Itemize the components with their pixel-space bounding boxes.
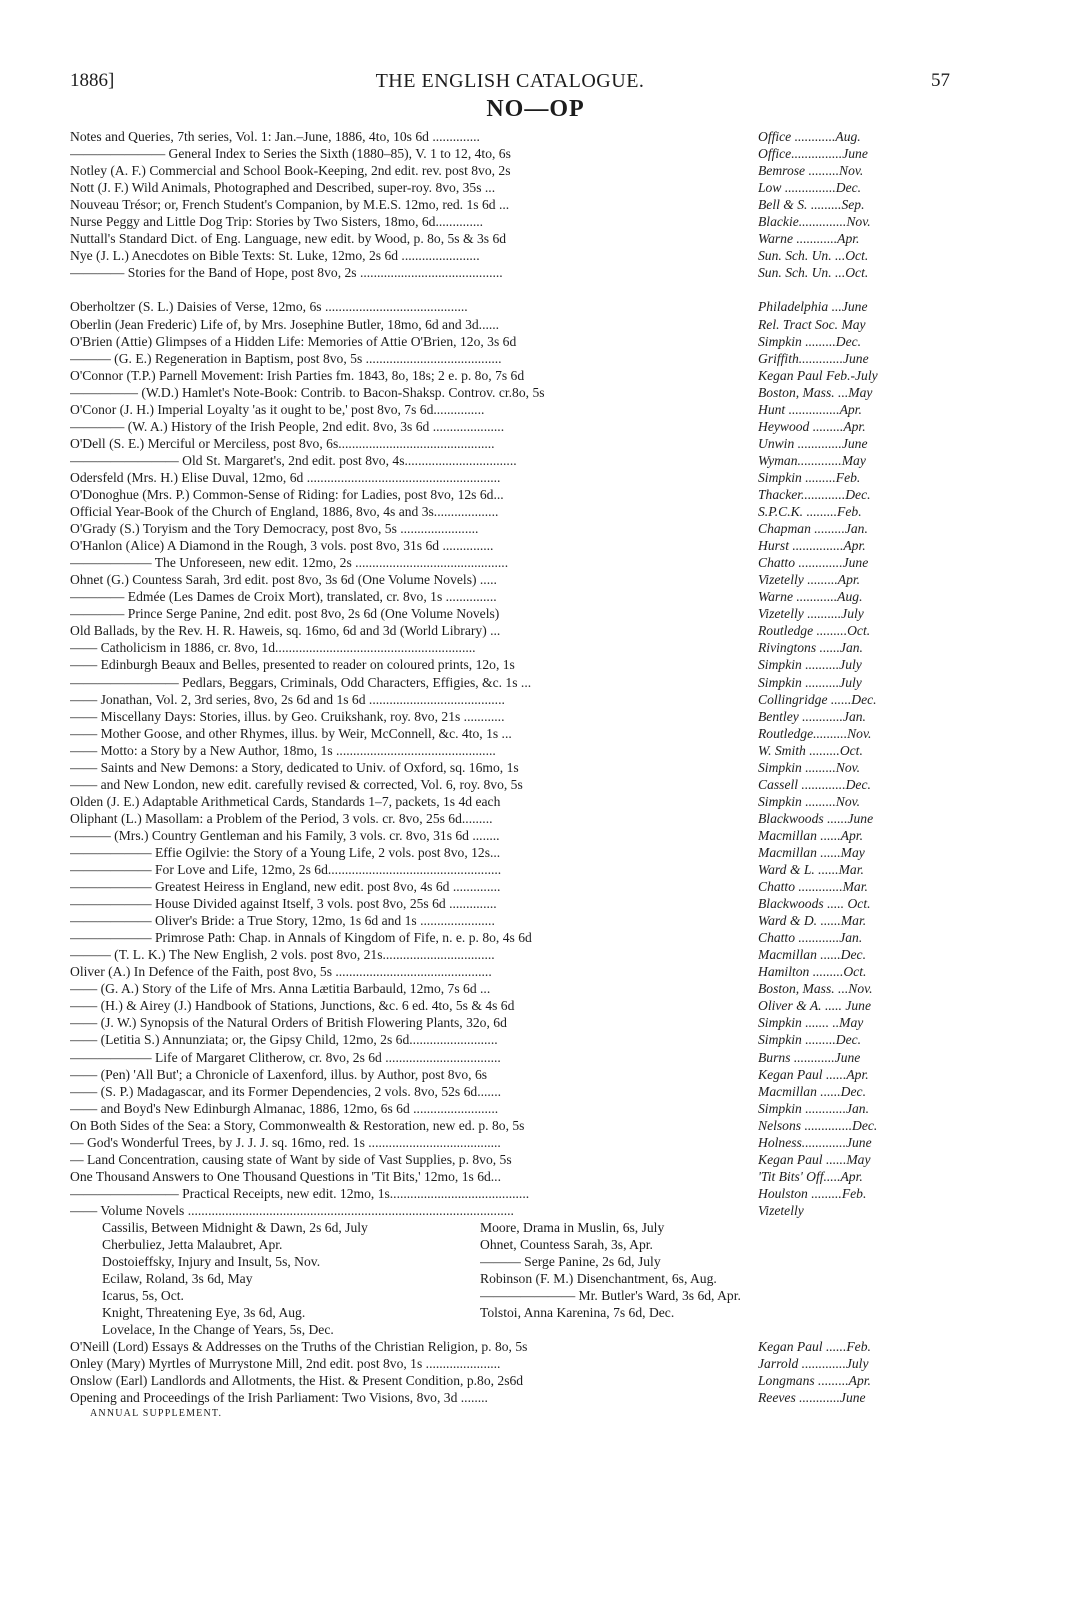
entry-description: ———————— Pedlars, Beggars, Criminals, Odd Characters, Effigies, &c. 1s ... [70,674,532,690]
volume-novel-left: Ecilaw, Roland, 3s 6d, May [102,1271,253,1287]
catalogue-entry [70,878,955,895]
entry-description: —— Catholicism in 1886, cr. 8vo, 1d........................................................... [70,640,476,656]
entry-description: ———————— Old St. Margaret's, 2nd edit. post 8vo, 4s................................. [70,452,517,468]
entry-publisher: Kegan Paul ......May [758,1151,871,1167]
entry-publisher: Chatto .............Mar. [758,879,868,895]
catalogue-entry [70,742,955,759]
entry-description: One Thousand Answers to One Thousand Questions in 'Tit Bits,' 12mo, 1s 6d... [70,1168,501,1184]
entry-description: —— Mother Goose, and other Rhymes, illus. by Weir, McConnell, &c. 4to, 1s ... [70,725,512,741]
entry-description: Nott (J. F.) Wild Animals, Photographed and Described, super-roy. 8vo, 35s ... [70,180,496,196]
volume-novel-right [480,1321,955,1338]
entry-publisher: Macmillan ......Dec. [758,1083,866,1099]
catalogue-entry [70,571,955,588]
entry-description: O'Dell (S. E.) Merciful or Merciless, post 8vo, 6s.............................................. [70,435,495,451]
entry-description: —————— House Divided against Itself, 3 vols. post 8vo, 25s 6d .............. [70,896,497,912]
catalogue-entry [70,316,955,333]
entry-publisher: Simpkin ....... ..May [758,1015,864,1031]
entry-publisher: Ward & D. ......Mar. [758,913,867,929]
entry-publisher: Simpkin ............Jan. [758,1100,870,1116]
catalogue-entry [70,401,955,418]
volume-novel-row [70,1304,955,1321]
entry-description: —— Saints and New Demons: a Story, dedicated to Univ. of Oxford, sq. 16mo, 1s [70,759,519,775]
entry-publisher: Blackwoods ......June [758,810,874,826]
catalogue-entry [70,128,955,145]
entry-publisher: Simpkin .........Dec. [758,1032,862,1048]
catalogue-entry [70,469,955,486]
entry-description: O'Hanlon (Alice) A Diamond in the Rough, 3 vols. post 8vo, 31s 6d ............... [70,538,494,554]
entry-description: —— Motto: a Story by a New Author, 18mo, 1s ............................................... [70,742,496,758]
catalogue-entry [70,1117,955,1134]
entry-description: Old Ballads, by the Rev. H. R. Haweis, sq. 16mo, 6d and 3d (World Library) ... [70,623,501,639]
entry-publisher: Simpkin .........Nov. [758,759,861,775]
entry-description: —— (S. P.) Madagascar, and its Former Dependencies, 2 vols. 8vo, 52s 6d....... [70,1083,501,1099]
catalogue-entry [70,605,955,622]
volume-novel-right: Tolstoi, Anna Karenina, 7s 6d, Dec. [480,1305,675,1321]
entry-publisher: Hurst ...............Apr. [758,538,866,554]
entry-description: Nuttall's Standard Dict. of Eng. Language, new edit. by Wood, p. 8o, 5s & 3s 6d [70,231,507,247]
entry-publisher: Warne ............Apr. [758,231,860,247]
entry-description: O'Grady (S.) Toryism and the Tory Democracy, post 8vo, 5s ....................... [70,521,479,537]
catalogue-entry [70,844,955,861]
entry-publisher: Bell & S. .........Sep. [758,197,865,213]
catalogue-entry [70,725,955,742]
volume-novel-right: Ohnet, Countess Sarah, 3s, Apr. [480,1237,653,1253]
catalogue-entry [70,691,955,708]
volume-novel-row [70,1253,955,1270]
catalogue-title: THE ENGLISH CATALOGUE. [375,70,645,92]
entry-description: Oliphant (L.) Masollam: a Problem of the Period, 3 vols. cr. 8vo, 25s 6d......... [70,810,493,826]
entry-description: On Both Sides of the Sea: a Story, Commonwealth & Restoration, new ed. p. 8o, 5s [70,1117,525,1133]
entry-description: ——————— General Index to Series the Sixth (1880–85), V. 1 to 12, 4to, 6s [70,146,511,162]
entry-description: ———— Edmée (Les Dames de Croix Mort), translated, cr. 8vo, 1s ............... [70,589,497,605]
page-number: 57 [931,70,950,91]
entry-publisher: Routledge..........Nov. [758,725,872,741]
entry-publisher: S.P.C.K. .........Feb. [758,504,862,520]
entry-description: O'Neill (Lord) Essays & Addresses on the Truths of the Christian Religion, p. 8o, 5s [70,1339,528,1355]
entry-publisher: Griffith.............June [758,350,869,366]
entry-description: Nurse Peggy and Little Dog Trip: Stories by Two Sisters, 18mo, 6d.............. [70,214,484,230]
catalogue-entry [70,554,955,571]
entry-publisher: Macmillan ......May [758,844,865,860]
catalogue-entry [70,213,955,230]
entry-publisher: Low ...............Dec. [758,180,862,196]
entry-description: —————— The Unforeseen, new edit. 12mo, 2s ............................................. [70,555,509,571]
catalogue-entry [70,162,955,179]
volume-novel-right: ——————— Mr. Butler's Ward, 3s 6d, Apr. [480,1288,741,1304]
catalogue-entry [70,486,955,503]
catalogue-entry [70,1014,955,1031]
entry-description: Olden (J. E.) Adaptable Arithmetical Cards, Standards 1–7, packets, 1s 4d each [70,793,501,809]
entry-publisher: Simpkin ..........July [758,657,862,673]
volume-novel-right: ——— Serge Panine, 2s 6d, July [480,1254,661,1270]
entry-publisher: Ward & L. ......Mar. [758,862,864,878]
catalogue-entry [70,1049,955,1066]
entry-description: —————— Primrose Path: Chap. in Annals of Kingdom of Fife, n. e. p. 8o, 4s 6d [70,930,532,946]
entry-publisher: Vizetelly .........Apr. [758,572,861,588]
entry-publisher: Kegan Paul ......Feb. [758,1339,871,1355]
entry-publisher: Hunt ...............Apr. [758,401,862,417]
entry-publisher: W. Smith .........Oct. [758,742,863,758]
entry-description: — God's Wonderful Trees, by J. J. J. sq. 16mo, red. 1s ....................................... [70,1134,501,1150]
entry-publisher: Sun. Sch. Un. ...Oct. [758,248,869,264]
entry-description: —— Volume Novels ................................................................................................ [70,1202,514,1218]
catalogue-entry [70,1134,955,1151]
entry-publisher: Simpkin .........Feb. [758,469,861,485]
entry-publisher: Macmillan ......Dec. [758,947,866,963]
entry-publisher: Unwin .............June [758,435,868,451]
entry-publisher: Office...............June [758,146,868,162]
catalogue-entry [70,929,955,946]
catalogue-entry [70,674,955,691]
volume-novels-list [70,1219,955,1338]
entry-description: —— (Pen) 'All But'; a Chronicle of Laxenford, illus. by Author, post 8vo, 6s [70,1066,488,1082]
entry-description: O'Brien (Attie) Glimpses of a Hidden Life: Memories of Attie O'Brien, 12o, 3s 6d [70,333,517,349]
entry-publisher: Longmans .........Apr. [758,1373,871,1389]
entry-description: —————— Life of Margaret Clitherow, cr. 8vo, 2s 6d .................................. [70,1049,501,1065]
volume-novel-row [70,1236,955,1253]
entry-publisher: Thacker.............Dec. [758,486,871,502]
entry-description: Notley (A. F.) Commercial and School Book-Keeping, 2nd edit. rev. post 8vo, 2s [70,163,511,179]
entry-description: —— Jonathan, Vol. 2, 3rd series, 8vo, 2s 6d and 1s 6d ........................................ [70,691,505,707]
catalogue-entry [70,1185,955,1202]
entry-description: Onslow (Earl) Landlords and Allotments, the Hist. & Present Condition, p.8o, 2s6d [70,1373,524,1389]
volume-novel-row [70,1270,955,1287]
entry-publisher: Kegan Paul Feb.-July [758,367,878,383]
entry-description: Oberholtzer (S. L.) Daisies of Verse, 12mo, 6s .......................................... [70,299,468,315]
catalogue-entry [70,537,955,554]
entry-publisher: Vizetelly [758,1202,804,1218]
catalogue-entry [70,247,955,264]
entry-description: —— (H.) & Airey (J.) Handbook of Stations, Junctions, &c. 6 ed. 4to, 5s & 4s 6d [70,998,515,1014]
entry-description: Ohnet (G.) Countess Sarah, 3rd edit. post 8vo, 3s 6d (One Volume Novels) ..... [70,572,497,588]
catalogue-entry [70,298,955,315]
entry-description: —— Edinburgh Beaux and Belles, presented to reader on coloured prints, 12o, 1s [70,657,515,673]
catalogue-entry [70,367,955,384]
entry-publisher: Reeves ............June [758,1390,866,1406]
entry-description: —— and New London, new edit. carefully revised & corrected, Vol. 6, roy. 8vo, 5s [70,776,523,792]
catalogue-entry [70,1100,955,1117]
catalogue-entry [70,350,955,367]
catalogue-entry [70,1066,955,1083]
catalogue-entry [70,1168,955,1185]
entry-description: ———— (W. A.) History of the Irish People, 2nd edit. 8vo, 3s 6d ..................... [70,418,505,434]
catalogue-entry [70,1202,955,1219]
entry-publisher: Routledge .........Oct. [758,623,871,639]
entry-publisher: Sun. Sch. Un. ...Oct. [758,265,869,281]
volume-novel-left: Icarus, 5s, Oct. [102,1288,184,1304]
entry-description: —— (G. A.) Story of the Life of Mrs. Anna Lætitia Barbauld, 12mo, 7s 6d ... [70,981,491,997]
entry-publisher: Blackwoods ..... Oct. [758,896,871,912]
catalogue-entry [70,895,955,912]
entry-description: —————— For Love and Life, 12mo, 2s 6d................................................... [70,862,502,878]
catalogue-entry [70,946,955,963]
page-header [70,70,950,96]
catalogue-entry [70,622,955,639]
entry-publisher: Simpkin .........Dec. [758,333,862,349]
entry-description: Opening and Proceedings of the Irish Parliament: Two Visions, 8vo, 3d ........ [70,1390,488,1406]
entry-publisher: Philadelphia ...June [758,299,868,315]
catalogue-entry [70,912,955,929]
entry-publisher: Jarrold .............July [758,1356,869,1372]
catalogue-entry [70,333,955,350]
volume-novel-left: Cassilis, Between Midnight & Dawn, 2s 6d, July [102,1220,368,1235]
entry-description: —— Miscellany Days: Stories, illus. by Geo. Cruikshank, roy. 8vo, 21s ............ [70,708,505,724]
entry-description: ———— Stories for the Band of Hope, post 8vo, 2s .......................................... [70,265,503,281]
entry-publisher: Warne ............Aug. [758,589,863,605]
entry-description: O'Donoghue (Mrs. P.) Common-Sense of Riding: for Ladies, post 8vo, 12s 6d... [70,486,504,502]
volume-novel-right: Moore, Drama in Muslin, 6s, July [480,1220,665,1235]
entry-publisher: Rivingtons ......Jan. [758,640,863,656]
entry-description: O'Connor (T.P.) Parnell Movement: Irish Parties fm. 1843, 8o, 18s; 2 e. p. 8o, 7s 6d [70,367,525,383]
entry-publisher: Cassell .............Dec. [758,776,871,792]
entry-description: —— (J. W.) Synopsis of the Natural Orders of British Flowering Plants, 32o, 6d [70,1015,507,1031]
entry-publisher: Chapman .........Jan. [758,521,868,537]
entry-publisher: Collingridge ......Dec. [758,691,877,707]
entry-description: — Land Concentration, causing state of Want by side of Vast Supplies, p. 8vo, 5s [70,1151,512,1167]
entry-publisher: Office ............Aug. [758,129,861,144]
volume-novel-left: Dostoieffsky, Injury and Insult, 5s, Nov. [102,1254,321,1270]
entry-publisher: Hamilton .........Oct. [758,964,867,980]
entry-publisher: Holness.............June [758,1134,872,1150]
year-label: 1886] [70,70,115,91]
entry-publisher: Bemrose .........Nov. [758,163,864,179]
volume-novel-row [70,1219,955,1236]
entry-publisher: Houlston .........Feb. [758,1185,867,1201]
entry-publisher: Vizetelly ..........July [758,606,864,622]
group-divider [70,281,955,298]
entry-publisher: Simpkin .........Nov. [758,793,861,809]
catalogue-entry [70,861,955,878]
volume-novel-row [70,1287,955,1304]
catalogue-entry [70,963,955,980]
entry-publisher: Chatto ............Jan. [758,930,863,946]
footer-note: ANNUAL SUPPLEMENT. [90,1407,223,1419]
catalogue-entry [70,776,955,793]
entries-group-o [70,298,955,1219]
entry-description: Onley (Mary) Myrtles of Murrystone Mill, 2nd edit. post 8vo, 1s ...................... [70,1356,501,1372]
volume-novel-left: Cherbuliez, Jetta Malaubret, Apr. [102,1237,283,1253]
entry-description: ———————— Practical Receipts, new edit. 12mo, 1s......................................... [70,1185,530,1201]
entry-description: Official Year-Book of the Church of England, 1886, 8vo, 4s and 3s................... [70,504,499,520]
catalogue-entry [70,1031,955,1048]
entry-publisher: Boston, Mass. ...May [758,384,873,400]
entry-publisher: Blackie..............Nov. [758,214,871,230]
entry-publisher: Rel. Tract Soc. May [758,316,866,332]
entry-description: O'Conor (J. H.) Imperial Loyalty 'as it ought to be,' post 8vo, 7s 6d............... [70,401,485,417]
entry-publisher: Macmillan ......Apr. [758,827,863,843]
entry-publisher: Boston, Mass. ...Nov. [758,981,873,997]
entry-publisher: 'Tit Bits' Off.....Apr. [758,1168,863,1184]
catalogue-entry [70,656,955,673]
catalogue-entry [70,588,955,605]
entry-description: —— (Letitia S.) Annunziata; or, the Gipsy Child, 12mo, 2s 6d.......................... [70,1032,498,1048]
catalogue-entry [70,1389,955,1406]
catalogue-entry [70,452,955,469]
catalogue-entry [70,708,955,725]
entry-publisher: Bentley ............Jan. [758,708,866,724]
entry-description: Nouveau Trésor; or, French Student's Companion, by M.E.S. 12mo, red. 1s 6d ... [70,197,510,213]
volume-novel-left: Lovelace, In the Change of Years, 5s, Dec. [102,1322,334,1338]
catalogue-entry [70,1355,955,1372]
catalogue-entry [70,230,955,247]
entry-publisher: Oliver & A. ..... June [758,998,872,1014]
entry-description: —————— Effie Ogilvie: the Story of a Young Life, 2 vols. post 8vo, 12s... [70,844,501,860]
catalogue-entry [70,264,955,281]
catalogue-entry [70,503,955,520]
letter-range-heading: NO—OP [486,96,585,122]
entry-description: Oliver (A.) In Defence of the Faith, post 8vo, 5s .............................................. [70,964,492,980]
entry-publisher: Chatto .............June [758,555,869,571]
catalogue-entry [70,1372,955,1389]
catalogue-entry [70,418,955,435]
catalogue-entry [70,1338,955,1355]
entry-description: Notes and Queries, 7th series, Vol. 1: Jan.–June, 1886, 4to, 10s 6d .............. [70,129,480,144]
catalogue-entry [70,384,955,401]
entry-description: —————— Greatest Heiress in England, new edit. post 8vo, 4s 6d .............. [70,879,501,895]
entry-publisher: Wyman.............May [758,452,866,468]
catalogue-entry [70,145,955,162]
catalogue-entry [70,793,955,810]
entry-publisher: Kegan Paul ......Apr. [758,1066,869,1082]
catalogue-entry [70,196,955,213]
entry-publisher: Heywood .........Apr. [758,418,866,434]
catalogue-entry [70,520,955,537]
entry-publisher: Simpkin ..........July [758,674,862,690]
catalogue-entry [70,827,955,844]
entry-description: —— and Boyd's New Edinburgh Almanac, 1886, 12mo, 6s 6d ......................... [70,1100,499,1116]
catalogue-entry [70,759,955,776]
volume-novel-left: Knight, Threatening Eye, 3s 6d, Aug. [102,1305,306,1321]
catalogue-entry [70,179,955,196]
entry-publisher: Nelsons ..............Dec. [758,1117,878,1133]
catalogue-entry [70,1151,955,1168]
entry-description: —————— Oliver's Bride: a True Story, 12mo, 1s 6d and 1s ...................... [70,913,495,929]
entry-description: Nye (J. L.) Anecdotes on Bible Texts: St. Luke, 12mo, 2s 6d ....................... [70,248,480,264]
entry-publisher: Burns ............June [758,1049,861,1065]
catalogue-entry [70,1083,955,1100]
entry-description: ——— (Mrs.) Country Gentleman and his Family, 3 vols. cr. 8vo, 31s 6d ........ [70,827,500,843]
catalogue-entry [70,639,955,656]
entry-description: Odersfeld (Mrs. H.) Elise Duval, 12mo, 6d ......................................................... [70,469,501,485]
entry-description: ——— (G. E.) Regeneration in Baptism, post 8vo, 5s ........................................ [70,350,502,366]
catalogue-entry [70,810,955,827]
entry-description: ——— (T. L. K.) The New English, 2 vols. post 8vo, 21s................................. [70,947,495,963]
volume-novel-right: Robinson (F. M.) Disenchantment, 6s, Aug. [480,1271,717,1287]
entry-description: ———— Prince Serge Panine, 2nd edit. post 8vo, 2s 6d (One Volume Novels) [70,606,500,622]
catalogue-entries [70,128,955,1421]
entries-group-no [70,128,955,281]
catalogue-entry [70,997,955,1014]
catalogue-entry [70,980,955,997]
entry-description: ————— (W.D.) Hamlet's Note-Book: Contrib. to Bacon-Shaksp. Controv. cr.8o, 5s [70,384,545,400]
volume-novel-row [70,1321,955,1338]
catalogue-entry [70,435,955,452]
entries-group-on-op [70,1338,955,1406]
entry-description: Oberlin (Jean Frederic) Life of, by Mrs. Josephine Butler, 18mo, 6d and 3d...... [70,316,500,332]
